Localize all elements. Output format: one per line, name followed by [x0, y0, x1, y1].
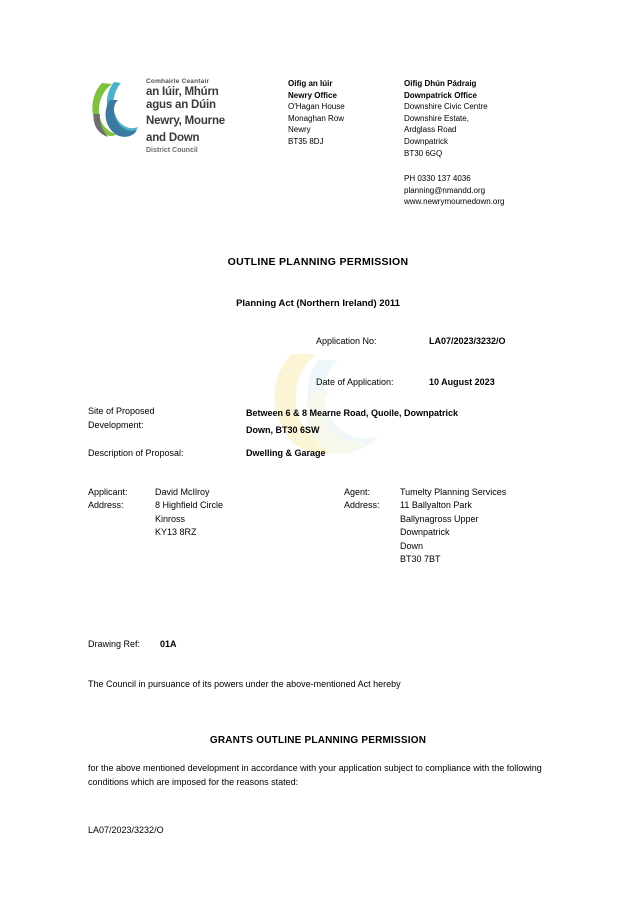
agent-address-label: Address: [344, 500, 380, 510]
downpatrick-office-block [404, 78, 554, 208]
conditions-paragraph: for the above mentioned development in accordance with your application subject to compliance with the following conditions which are imposed for the reasons stated: [88, 763, 542, 787]
drawing-ref-value: 01A [160, 639, 177, 649]
agent-address-line: Down [400, 540, 424, 551]
downpatrick-office-address-line: Downpatrick [404, 136, 449, 146]
council-logo-text [146, 78, 225, 155]
agent-address-line: Downpatrick [400, 527, 450, 537]
description-value: Dwelling & Garage [246, 448, 326, 458]
applicant-address-line: Kinross [155, 513, 186, 524]
letterhead [88, 78, 558, 208]
council-logo-icon [88, 80, 140, 138]
page-title: OUTLINE PLANNING PERMISSION [227, 256, 409, 268]
applicant-label: Applicant: [88, 487, 128, 497]
act-subtitle: Planning Act (Northern Ireland) 2011 [236, 298, 400, 309]
downpatrick-office-phone: PH 0330 137 4036 [404, 174, 471, 184]
site-label-line2: Development: [88, 419, 144, 430]
site-value-line1: Between 6 & 8 Mearne Road, Quoile, Downpatrick [246, 408, 459, 418]
logo-council-label: District Council [146, 147, 198, 154]
logo-english-line2: and Down [146, 131, 200, 144]
applicant-address-line: 8 Highfield Circle [155, 500, 224, 510]
application-no-value: LA07/2023/3232/O [429, 336, 506, 346]
agent-address-line: BT30 7BT [400, 554, 441, 564]
applicant-name: David McIlroy [155, 487, 210, 497]
downpatrick-office-address-line: Downshire Civic Centre [404, 102, 488, 112]
logo-gaeilge-line1: an Iúir, Mhúrn [146, 86, 219, 98]
application-date-value: 10 August 2023 [429, 377, 495, 387]
agent-address [400, 499, 479, 567]
logo-english-line1: Newry, Mourne [146, 115, 225, 127]
application-date-label: Date of Application: [316, 377, 394, 387]
site-value-line2: Down, BT30 6SW [246, 425, 320, 435]
council-statement: The Council in pursuance of its powers under the above-mentioned Act hereby [88, 679, 401, 689]
applicant-address-line: KY13 8RZ [155, 527, 197, 537]
newry-office-address-line: Newry [288, 125, 311, 135]
footer-reference: LA07/2023/3232/O [88, 825, 164, 835]
downpatrick-office-irish-name: Oifig Dhún Pádraig [404, 79, 477, 88]
newry-office-irish-name: Oifig an Iúir [288, 79, 333, 88]
logo-gaeilge-small: Comhairle Ceantair [146, 78, 210, 85]
downpatrick-office-address-line: Downshire Estate, [404, 113, 469, 123]
site-value [246, 405, 546, 439]
newry-office-address-line: BT35 8DJ [288, 136, 324, 146]
logo-gaeilge-line2: agus an Dúin [146, 98, 216, 111]
downpatrick-office-website[interactable]: www.newrymournedown.org [404, 197, 505, 207]
downpatrick-office-address-line: Ardglass Road [404, 125, 457, 135]
newry-office-address-line: Monaghan Row [288, 113, 345, 123]
downpatrick-office-english-name: Downpatrick Office [404, 90, 477, 100]
newry-office-english-name: Newry Office [288, 90, 337, 100]
downpatrick-office-address-line: BT30 6GQ [404, 148, 443, 158]
site-label-line1: Site of Proposed [88, 406, 155, 416]
grants-heading: GRANTS OUTLINE PLANNING PERMISSION [209, 735, 427, 746]
agent-name: Tumelty Planning Services [400, 487, 507, 497]
agent-address-line: Ballynagross Upper [400, 513, 479, 524]
site-label [88, 405, 238, 432]
applicant-address-label: Address: [88, 500, 124, 510]
agent-address-line: 11 Ballyalton Park [400, 500, 472, 510]
agent-label: Agent: [344, 487, 371, 497]
newry-office-block [288, 78, 396, 148]
drawing-ref-label: Drawing Ref: [88, 639, 141, 649]
application-no-label: Application No: [316, 336, 377, 346]
downpatrick-office-email[interactable]: planning@nmandd.org [404, 185, 486, 195]
applicant-address [155, 499, 223, 540]
description-label: Description of Proposal: [88, 448, 184, 458]
council-logo [88, 78, 258, 155]
newry-office-address-line: O'Hagan House [288, 102, 345, 112]
